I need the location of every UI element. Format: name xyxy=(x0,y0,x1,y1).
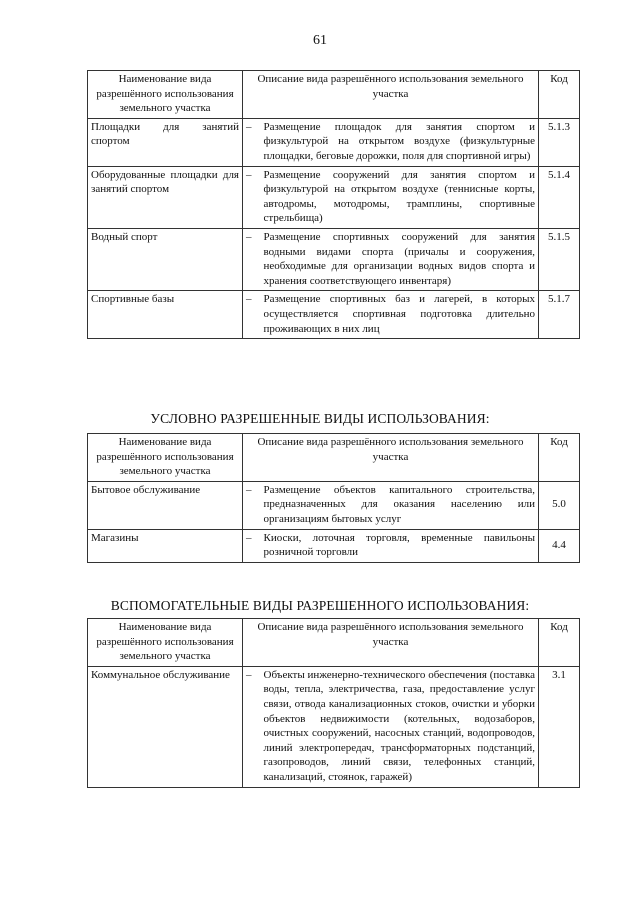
dash-mark: – xyxy=(243,291,261,339)
auxiliary-uses-table xyxy=(87,618,580,788)
dash-mark: – xyxy=(243,481,261,529)
table-row xyxy=(88,228,580,290)
header-description: Описание вида разрешённого использования земельного участка xyxy=(243,71,539,119)
use-code: 5.0 xyxy=(539,481,580,529)
conditional-uses-title: УСЛОВНО РАЗРЕШЕННЫЕ ВИДЫ ИСПОЛЬЗОВАНИЯ: xyxy=(150,411,490,426)
use-code: 5.1.5 xyxy=(539,228,580,290)
use-name: Водный спорт xyxy=(88,228,243,290)
use-description: Объекты инженерно-технического обеспечения (поставка воды, тепла, электричества, газа, предоставление услуг связи, отвода канализационных стоков, очистки и уборки объектов недвижимости (котельных, водозаборов, очистных сооружений, насосных станций, водопроводов, линий электропередач, трансформаторных подстанций, газопроводов, линий связи, телефонных станций, канализаций, стоянок, гаражей) xyxy=(261,666,539,787)
table-row xyxy=(88,166,580,228)
use-code: 5.1.4 xyxy=(539,166,580,228)
header-name: Наименование вида разрешённого использования земельного участка xyxy=(88,619,243,667)
table-row xyxy=(88,291,580,339)
use-name: Спортивные базы xyxy=(88,291,243,339)
use-description: Размещение объектов капитального строительства, предназначенных для оказания населению или организациям бытовых услуг xyxy=(261,481,539,529)
use-code: 5.1.7 xyxy=(539,291,580,339)
main-permitted-uses-table xyxy=(87,70,580,339)
dash-mark: – xyxy=(243,118,261,166)
page-number: 61 xyxy=(313,33,327,48)
use-description: Размещение площадок для занятия спортом и физкультурой на открытом воздухе (физкультурные площадки, беговые дорожки, поля для спортивной игры) xyxy=(261,118,539,166)
header-description: Описание вида разрешённого использования земельного участка xyxy=(243,619,539,667)
use-name: Коммунальное обслуживание xyxy=(88,666,243,787)
use-code: 5.1.3 xyxy=(539,118,580,166)
table-header-row xyxy=(88,619,580,667)
dash-mark: – xyxy=(243,529,261,562)
use-name: Магазины xyxy=(88,529,243,562)
table-row xyxy=(88,666,580,787)
use-description: Размещение сооружений для занятия спортом и физкультурой на открытом воздухе (теннисные корты, автодромы, мотодромы, трамплины, спортивные стрельбища) xyxy=(261,166,539,228)
use-code: 4.4 xyxy=(539,529,580,562)
use-name: Бытовое обслуживание xyxy=(88,481,243,529)
header-code: Код xyxy=(539,71,580,119)
table-row xyxy=(88,529,580,562)
use-description: Киоски, лоточная торговля, временные павильоны розничной торговли xyxy=(261,529,539,562)
dash-mark: – xyxy=(243,228,261,290)
dash-mark: – xyxy=(243,166,261,228)
use-description: Размещение спортивных баз и лагерей, в которых осуществляется спортивная подготовка длительно проживающих в них лиц xyxy=(261,291,539,339)
dash-mark: – xyxy=(243,666,261,787)
header-name: Наименование вида разрешённого использования земельного участка xyxy=(88,434,243,482)
conditional-uses-table xyxy=(87,433,580,563)
use-name: Площадки для занятий спортом xyxy=(88,118,243,166)
header-code: Код xyxy=(539,619,580,667)
auxiliary-uses-title: ВСПОМОГАТЕЛЬНЫЕ ВИДЫ РАЗРЕШЕННОГО ИСПОЛЬЗОВАНИЯ: xyxy=(110,598,530,613)
table-row xyxy=(88,481,580,529)
table-header-row xyxy=(88,71,580,119)
use-description: Размещение спортивных сооружений для занятия водными видами спорта (причалы и сооружения, необходимые для организации водных видов спорта и хранения соответствующего инвентаря) xyxy=(261,228,539,290)
header-description: Описание вида разрешённого использования земельного участка xyxy=(243,434,539,482)
header-code: Код xyxy=(539,434,580,482)
header-name: Наименование вида разрешённого использования земельного участка xyxy=(88,71,243,119)
table-header-row xyxy=(88,434,580,482)
table-row xyxy=(88,118,580,166)
use-name: Оборудованные площадки для занятий спортом xyxy=(88,166,243,228)
use-code: 3.1 xyxy=(539,666,580,787)
